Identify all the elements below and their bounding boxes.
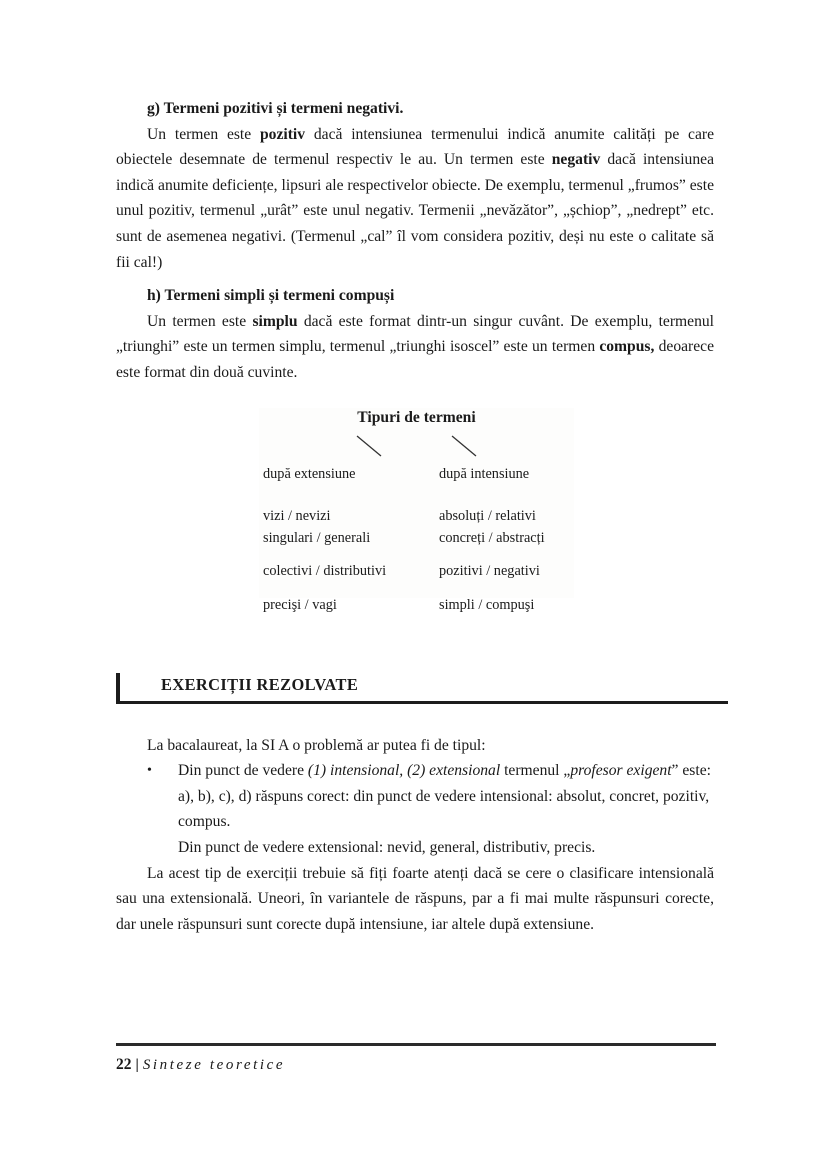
diagram-right-row-2: concreți / abstracți bbox=[439, 529, 545, 546]
section-g-heading: g) Termeni pozitivi și termeni negativi. bbox=[147, 100, 404, 117]
terms-classification-diagram bbox=[259, 408, 574, 613]
page-content bbox=[116, 96, 714, 937]
exercises-body bbox=[116, 733, 714, 938]
exercise-closing-paragraph: La acest tip de exerciții trebuie să fiți foarte atenți dacă se cere o clasificare intensională sau una extensională. Uneori, în variantele de răspuns, par a fi mai multe răspunsuri corecte, dar unele răspunsuri sunt corecte după intensiune, iar altele după extensiune. bbox=[116, 864, 714, 933]
footer-separator: | bbox=[135, 1057, 139, 1073]
section-h-paragraph bbox=[116, 309, 714, 386]
diagram-left-row-3: colectivi / distributivi bbox=[263, 563, 387, 580]
diagram-left-heading: după extensiune bbox=[263, 465, 356, 482]
footer-page-number: 22 bbox=[116, 1056, 132, 1073]
section-horizontal-rule bbox=[116, 701, 728, 704]
section-g-text-3: dacă intensiunea indică anumite deficiențe, lipsuri ale respectivelor obiecte. De exemplu, termenul „frumos” este unul pozitiv, termenul „urât” este unul negativ. Termenii „nevăzător”, „șchiop”, „nedrept” etc. sunt de asemenea negativi. (Termenul „cal” îl vom considera pozitiv, deși nu este o calitate să fii cal!) bbox=[116, 151, 714, 271]
section-g-text-2: dacă intensiunea termenului indică anumite calități pe care obiectele desemnate de termenul respectiv le au. Un termen este bbox=[116, 125, 714, 169]
section-g-bold-negativ: negativ bbox=[551, 151, 601, 169]
section-g-paragraph bbox=[116, 122, 714, 276]
exercise-answer-line-2: Din punct de vedere extensional: nevid, general, distributiv, precis. bbox=[178, 838, 596, 856]
diagram-right-row-3: pozitivi / negativi bbox=[439, 563, 540, 580]
section-h-bold-simplu: simplu bbox=[252, 312, 298, 330]
exercise-bullet-item bbox=[147, 758, 714, 784]
diagram-column-intension bbox=[439, 464, 545, 617]
diagram-left-row-4: precişi / vagi bbox=[263, 596, 337, 613]
diagram-right-heading: după intensiune bbox=[439, 465, 530, 482]
page-footer bbox=[116, 1043, 716, 1074]
diagram-right-row-1: absoluți / relativi bbox=[439, 508, 536, 525]
section-g-bold-pozitiv: pozitiv bbox=[260, 125, 306, 143]
section-h-bold-compus: compus, bbox=[599, 338, 655, 356]
section-g-text-1: Un termen este bbox=[147, 125, 260, 143]
section-h-heading: h) Termeni simpli și termeni compuși bbox=[147, 287, 395, 305]
exercise-bullet-text-2: termenul „ bbox=[500, 762, 571, 780]
footer-text bbox=[116, 1056, 716, 1074]
diagram-left-row-2: singulari / generali bbox=[263, 529, 371, 546]
section-accent-bar bbox=[116, 673, 120, 703]
section-h-text-2: dacă este format dintr-un singur cuvânt. De exemplu, termenul „triunghi” este un termen simplu, termenul „triunghi isoscel” este un termen bbox=[116, 312, 715, 356]
exercise-lead-line: La bacalaureat, la SI A o problemă ar putea fi de tipul: bbox=[147, 736, 486, 754]
exercise-answer-line-1: a), b), c), d) răspuns corect: din punct de vedere intensional: absolut, concret, pozitiv, compus. bbox=[178, 787, 710, 831]
diagram-right-row-4: simpli / compuşi bbox=[439, 596, 535, 613]
bullet-point-icon: • bbox=[147, 763, 152, 779]
footer-book-section: Sinteze teoretice bbox=[142, 1057, 286, 1073]
exercises-section-header bbox=[116, 670, 714, 706]
exercise-bullet-italic-options: (1) intensional, (2) extensional bbox=[307, 762, 501, 780]
diagram-title: Tipuri de termeni bbox=[357, 408, 476, 426]
exercise-bullet-text-1: Din punct de vedere bbox=[178, 762, 308, 780]
section-h-text-1: Un termen este bbox=[147, 312, 253, 330]
exercises-section-title: EXERCIȚII REZOLVATE bbox=[161, 674, 359, 694]
exercise-bullet-text-3: ” este: bbox=[671, 762, 711, 780]
footer-rule bbox=[116, 1043, 716, 1046]
diagram-column-extension bbox=[263, 464, 386, 617]
section-h-text-3: deoarece este format din două cuvinte. bbox=[116, 338, 714, 381]
exercise-bullet-italic-term: profesor exigent bbox=[570, 762, 672, 780]
diagram-left-row-1: vizi / nevizi bbox=[263, 508, 331, 525]
